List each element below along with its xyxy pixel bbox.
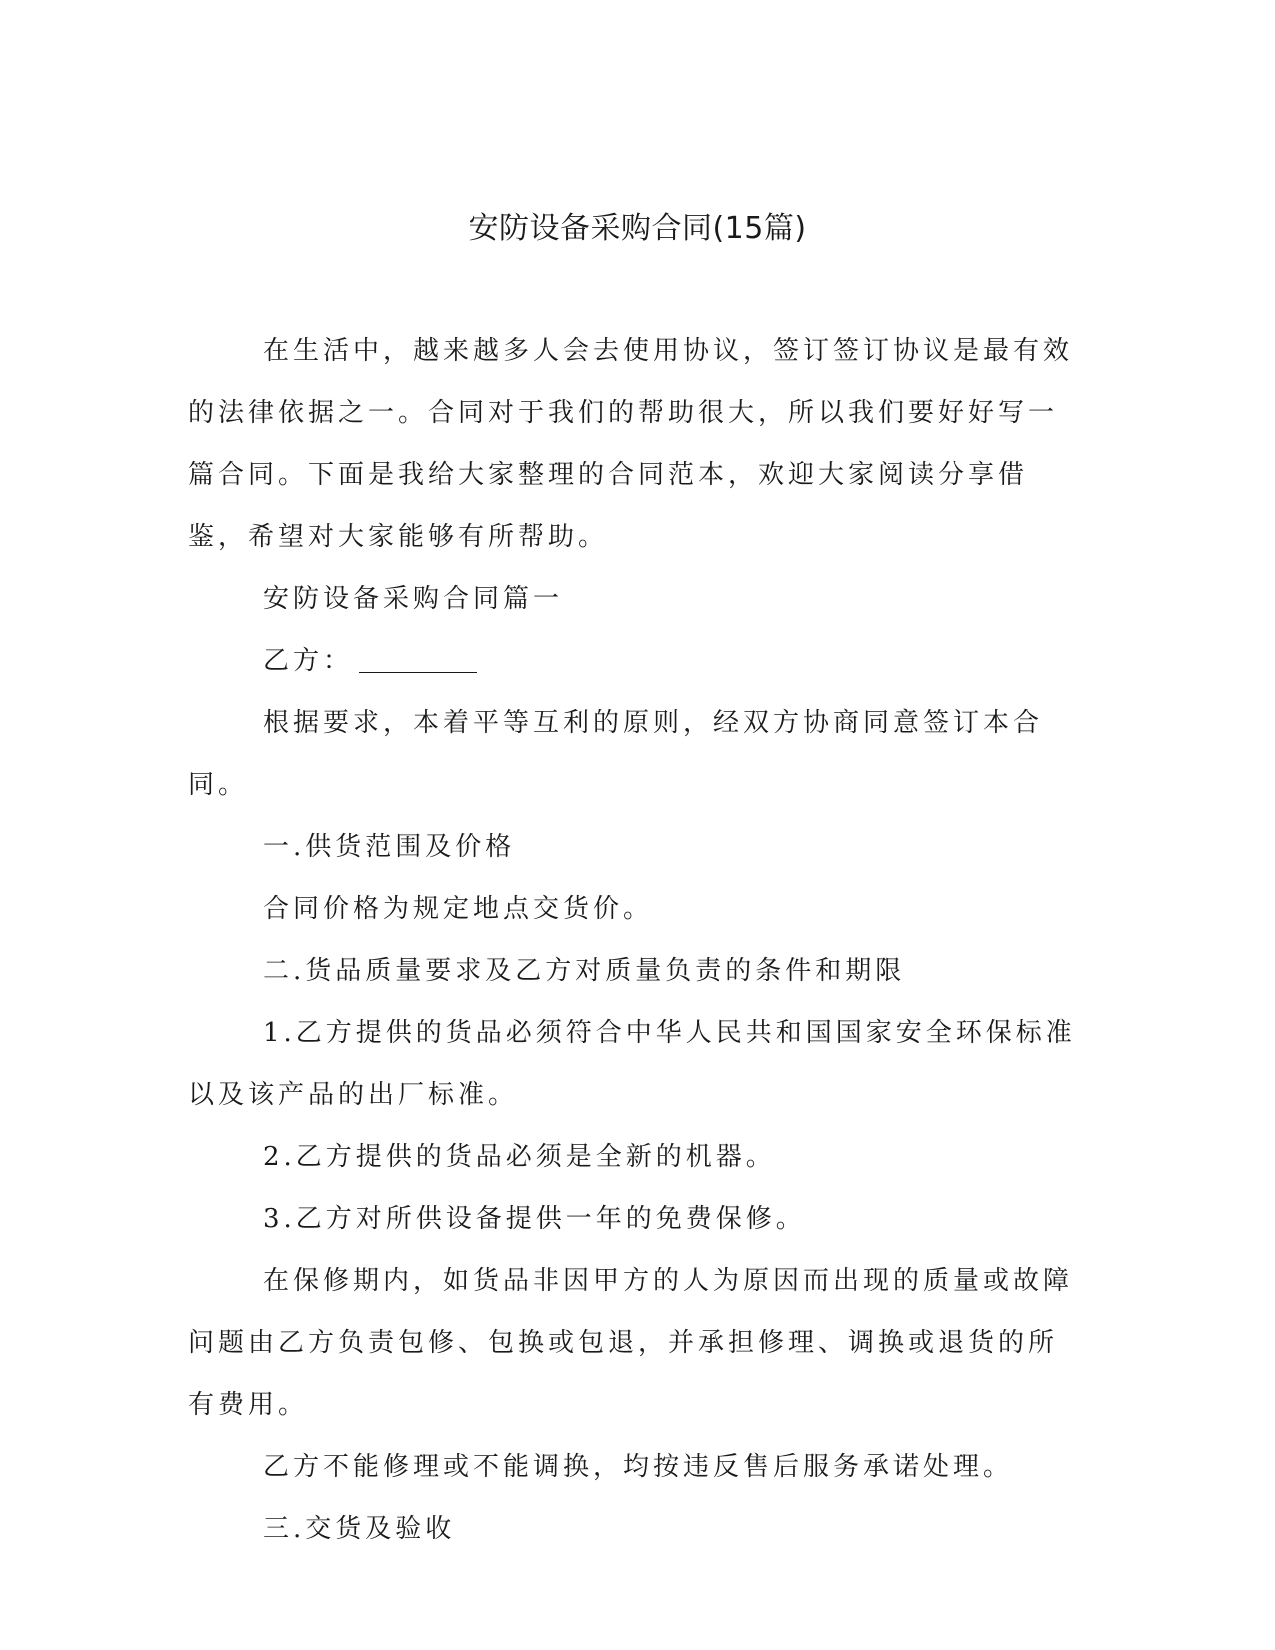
party-b-label: 乙方： (263, 646, 354, 676)
quality-item-1: 1.乙方提供的货品必须符合中华人民共和国国家安全环保标准以及该产品的出厂标准。 (188, 1018, 1076, 1110)
agreement-paragraph: 根据要求，本着平等互利的原则，经双方协商同意签订本合同。 (188, 708, 1044, 800)
party-b-line (188, 630, 1078, 692)
section-heading-part-one: 安防设备采购合同篇一 (263, 584, 564, 614)
document-title: 安防设备采购合同(15篇) (468, 211, 807, 246)
party-b-blank-line (359, 644, 477, 673)
document-body (188, 320, 1078, 1560)
warranty-paragraph: 在保修期内，如货品非因甲方的人为原因而出现的质量或故障问题由乙方负责包修、包换或包退，并承担修理、调换或退货的所有费用。 (188, 1266, 1074, 1420)
clause-heading-one: 一.供货范围及价格 (263, 832, 516, 862)
quality-item-3: 3.乙方对所供设备提供一年的免费保修。 (263, 1204, 806, 1234)
after-sales-paragraph: 乙方不能修理或不能调换，均按违反售后服务承诺处理。 (263, 1452, 1014, 1482)
quality-item-2: 2.乙方提供的货品必须是全新的机器。 (263, 1142, 776, 1172)
clause-heading-two: 二.货品质量要求及乙方对质量负责的条件和期限 (263, 956, 906, 986)
price-paragraph: 合同价格为规定地点交货价。 (263, 894, 654, 924)
clause-heading-three: 三.交货及验收 (263, 1514, 456, 1544)
intro-paragraph: 在生活中，越来越多人会去使用协议，签订签订协议是最有效的法律依据之一。合同对于我们的帮助很大，所以我们要好好写一篇合同。下面是我给大家整理的合同范本，欢迎大家阅读分享借鉴，希望对大家能够有所帮助。 (188, 336, 1074, 552)
